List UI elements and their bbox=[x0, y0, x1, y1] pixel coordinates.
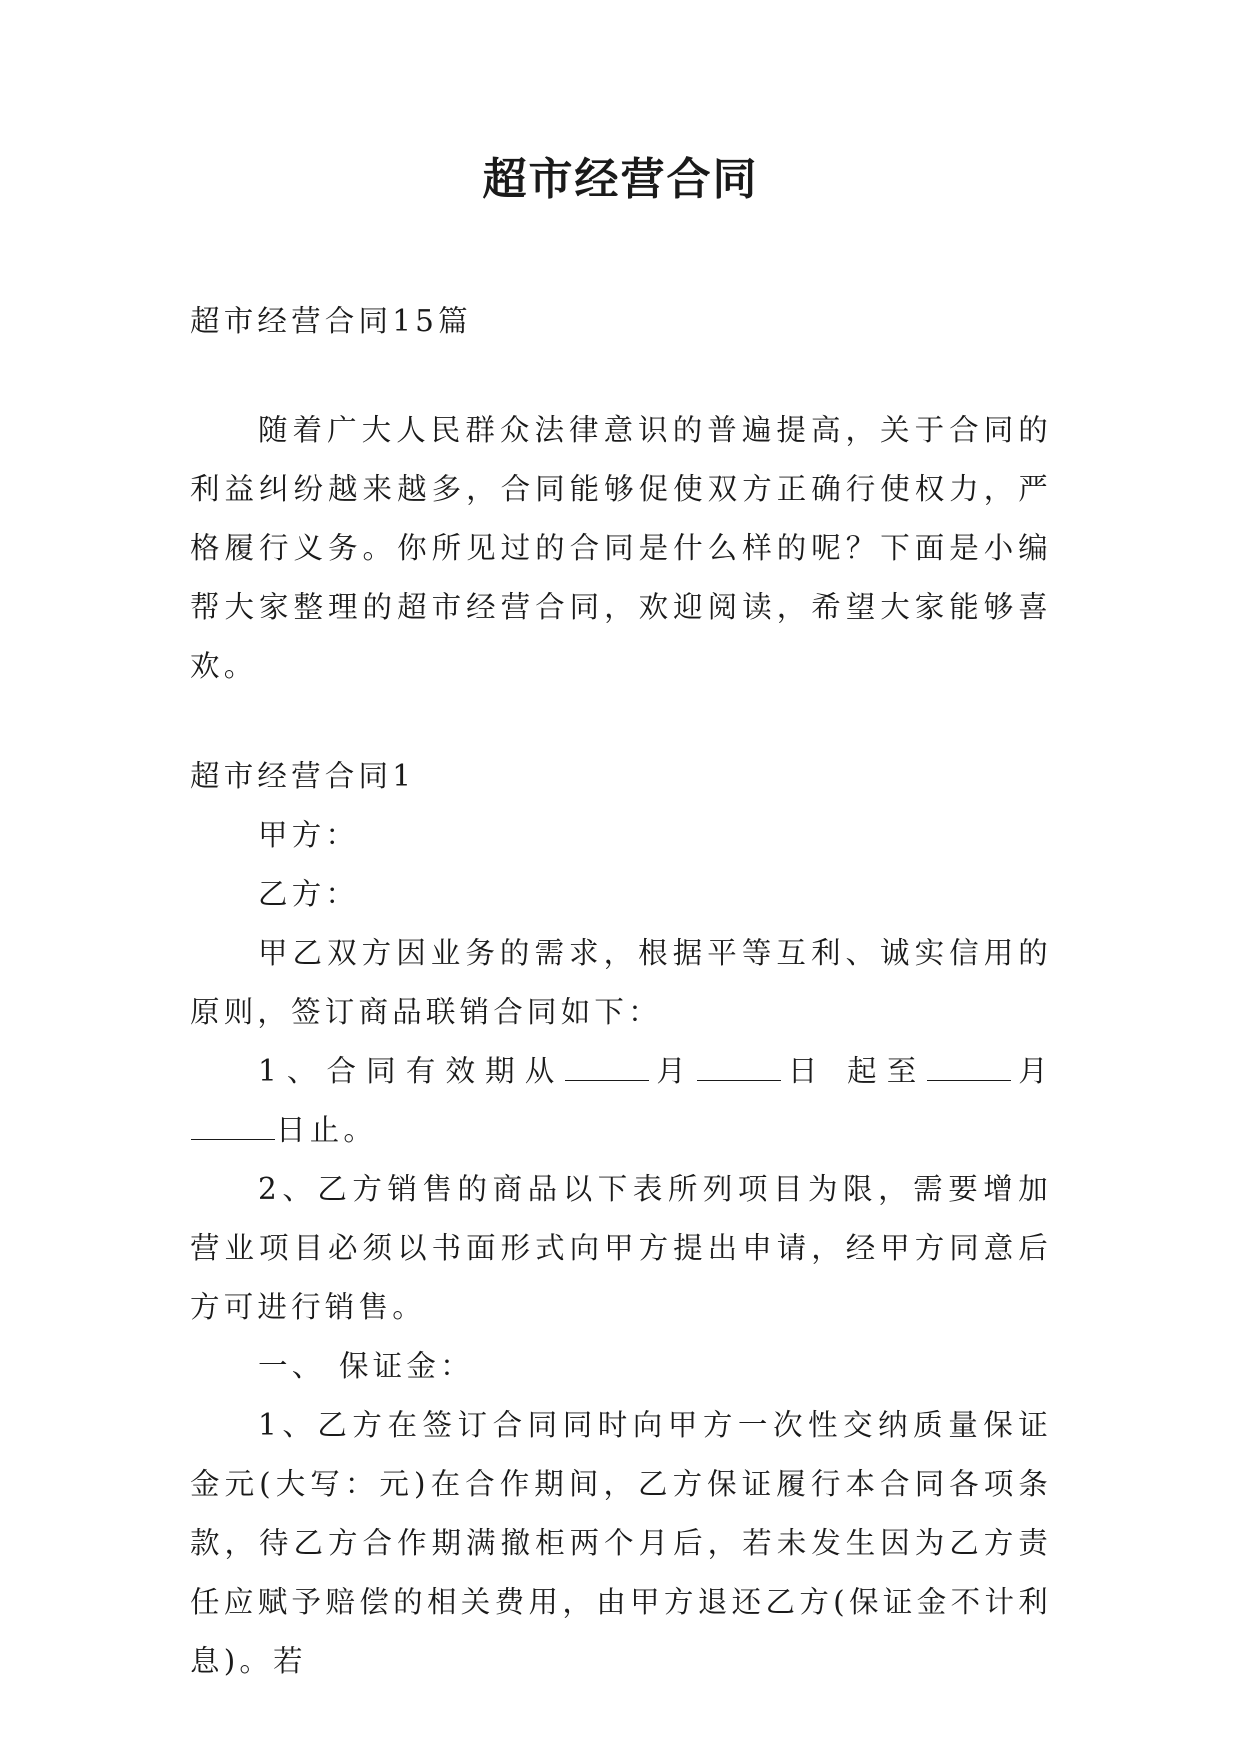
document-title: 超市经营合同 bbox=[482, 154, 759, 205]
document-subtitle: 超市经营合同15篇 bbox=[190, 304, 472, 338]
intro-paragraph: 随着广大人民群众法律意识的普遍提高，关于合同的利益纠纷越来越多，合同能够促使双方正确行使权力，严格履行义务。你所见过的合同是什么样的呢？下面是小编帮大家整理的超市经营合同，欢迎阅读，希望大家能够喜欢。 bbox=[190, 413, 1052, 683]
clause-1-day-1: 日 起至 bbox=[781, 1054, 927, 1088]
blank-field bbox=[927, 1054, 1011, 1081]
clause-1-paragraph bbox=[190, 1042, 1052, 1160]
section-one-heading: 一、 保证金： bbox=[258, 1349, 474, 1383]
clause-1-month-2: 月 bbox=[1012, 1054, 1052, 1088]
blank-field bbox=[191, 1113, 275, 1140]
clause-1-month-1: 月 bbox=[650, 1054, 696, 1088]
blank-field bbox=[697, 1054, 781, 1081]
section-heading: 超市经营合同1 bbox=[190, 759, 416, 793]
clause-1-prefix: 1、合同有效期从 bbox=[258, 1054, 565, 1088]
preamble-paragraph: 甲乙双方因业务的需求，根据平等互利、诚实信用的原则，签订商品联销合同如下： bbox=[190, 936, 1052, 1029]
clause-1-end: 日止。 bbox=[276, 1113, 378, 1147]
blank-field bbox=[565, 1054, 649, 1081]
deposit-clause-paragraph: 1、乙方在签订合同同时向甲方一次性交纳质量保证金元(大写：元)在合作期间，乙方保证履行本合同各项条款，待乙方合作期满撤柜两个月后，若未发生因为乙方责任应赋予赔偿的相关费用，由甲方退还乙方(保证金不计利息)。若 bbox=[190, 1408, 1052, 1678]
party-a-line: 甲方： bbox=[258, 818, 360, 852]
document-body bbox=[190, 292, 1052, 1691]
clause-2-paragraph: 2、乙方销售的商品以下表所列项目为限，需要增加营业项目必须以书面形式向甲方提出申请，经甲方同意后方可进行销售。 bbox=[190, 1172, 1052, 1324]
party-b-line: 乙方： bbox=[258, 877, 360, 911]
